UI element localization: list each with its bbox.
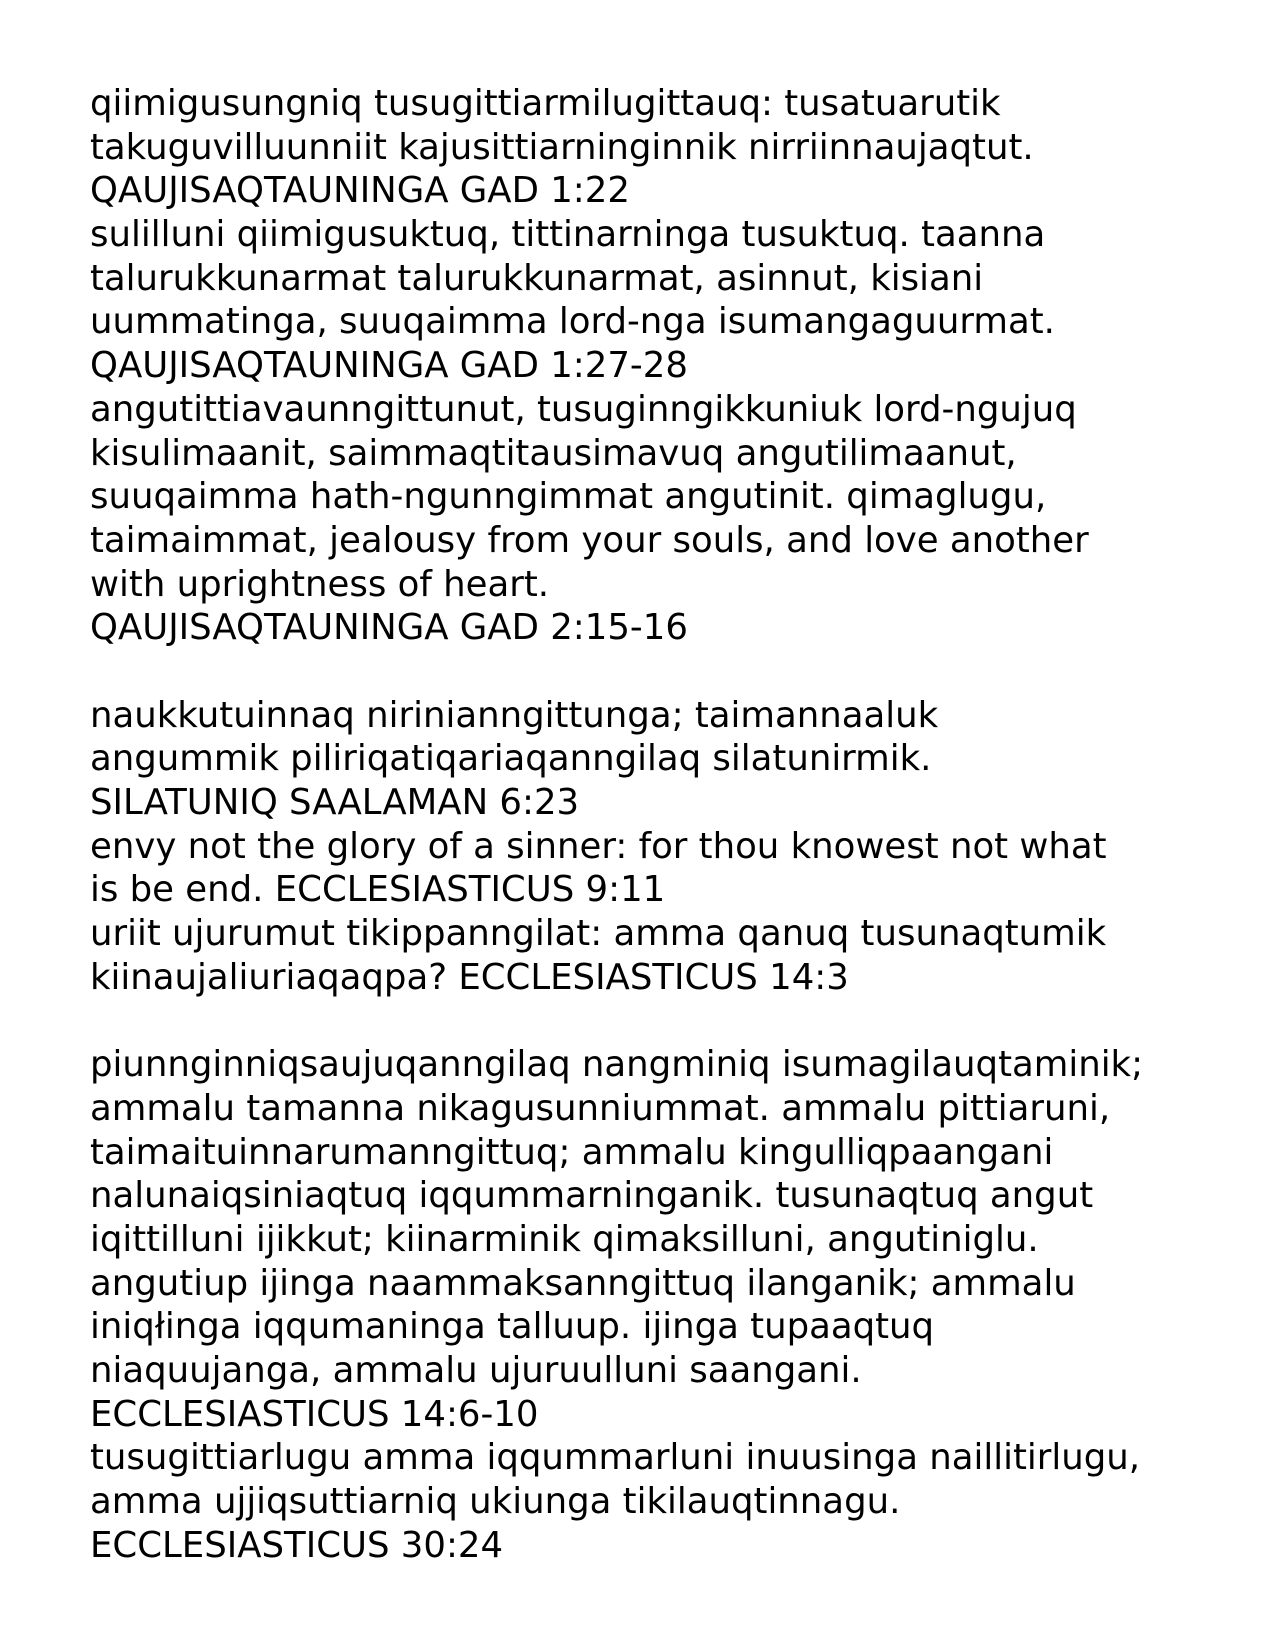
text-line: nalunaiqsiniaqtuq iqqummarninganik. tusunaqtuq angut — [90, 1175, 1094, 1217]
text-line: talurukkunarmat talurukkunarmat, asinnut, kisiani — [90, 257, 984, 299]
text-block-3 — [90, 1043, 1240, 1567]
text-line: envy not the glory of a sinner: for thou knowest not what — [90, 825, 1107, 867]
text-line: ammalu tamanna nikagusunniummat. ammalu pittiaruni, — [90, 1087, 1111, 1129]
text-line: uriit ujurumut tikippanngilat: amma qanuq tusunaqtumik — [90, 913, 1107, 955]
text-line: suuqaimma hath-ngunngimmat angutinit. qimaglugu, — [90, 476, 1047, 518]
text-line: iniqłinga iqqumaninga talluup. ijinga tupaaqtuq — [90, 1306, 935, 1348]
text-line: niaquujanga, ammalu ujuruulluni saangani. — [90, 1349, 862, 1391]
paragraph-gap — [90, 999, 1240, 1043]
text-line: kisulimaanit, saimmaqtitausimavuq angutilimaanut, — [90, 432, 1017, 474]
text-line: naukkutuinnaq nirinianngittunga; taimannaaluk — [90, 694, 939, 736]
text-line: qiimigusungniq tusugittiarmilugittauq: tusatuarutik — [90, 83, 1001, 124]
verse-reference: ECCLESIASTICUS 30:24 — [90, 1524, 504, 1566]
verse-reference: SILATUNIQ SAALAMAN 6:23 — [90, 782, 580, 823]
text-line: with uprightness of heart. — [90, 563, 550, 605]
text-line: uummatinga, suuqaimma lord-nga isumangaguurmat. — [90, 301, 1055, 343]
verse-reference: QAUJISAQTAUNINGA GAD 2:15-16 — [90, 607, 688, 649]
text-line: tusugittiarlugu amma iqqummarluni inuusinga naillitirlugu, — [90, 1437, 1141, 1479]
paragraph-gap — [90, 650, 1240, 694]
text-line: taimaimmat, jealousy from your souls, and love another — [90, 519, 1089, 561]
text-line: angutittiavaunngittunut, tusuginngikkuniuk lord-ngujuq — [90, 388, 1077, 430]
text-line: takuguvilluunniit kajusittiarninginnik nirriinnaujaqtut. — [90, 126, 1034, 168]
text-line: amma ujjiqsuttiarniq ukiunga tikilauqtinnagu. — [90, 1481, 901, 1522]
text-line: sulilluni qiimigusuktuq, tittinarninga tusuktuq. taanna — [90, 214, 1046, 256]
text-line: iqittilluni ijikkut; kiinarminik qimaksilluni, angutiniglu. — [90, 1218, 1039, 1260]
text-block-1 — [90, 82, 1240, 650]
text-line: angummik piliriqatiqariaqanngilaq silatunirmik. — [90, 738, 932, 780]
text-line: piunnginniqsaujuqanngilaq nangminiq isumagilauqtaminik; — [90, 1044, 1144, 1086]
text-line: angutiup ijinga naammaksanngittuq ilanganik; ammalu — [90, 1262, 1076, 1304]
text-line: taimaituinnarumanngittuq; ammalu kingulliqpaangani — [90, 1131, 1054, 1173]
verse-reference: QAUJISAQTAUNINGA GAD 1:22 — [90, 170, 630, 212]
document-page — [90, 82, 1240, 1567]
text-block-2 — [90, 694, 1240, 1000]
text-line: kiinaujaliuriaqaqpa? ECCLESIASTICUS 14:3 — [90, 956, 849, 998]
text-line: is be end. ECCLESIASTICUS 9:11 — [90, 869, 666, 911]
verse-reference: ECCLESIASTICUS 14:6-10 — [90, 1393, 539, 1435]
verse-reference: QAUJISAQTAUNINGA GAD 1:27-28 — [90, 345, 688, 387]
